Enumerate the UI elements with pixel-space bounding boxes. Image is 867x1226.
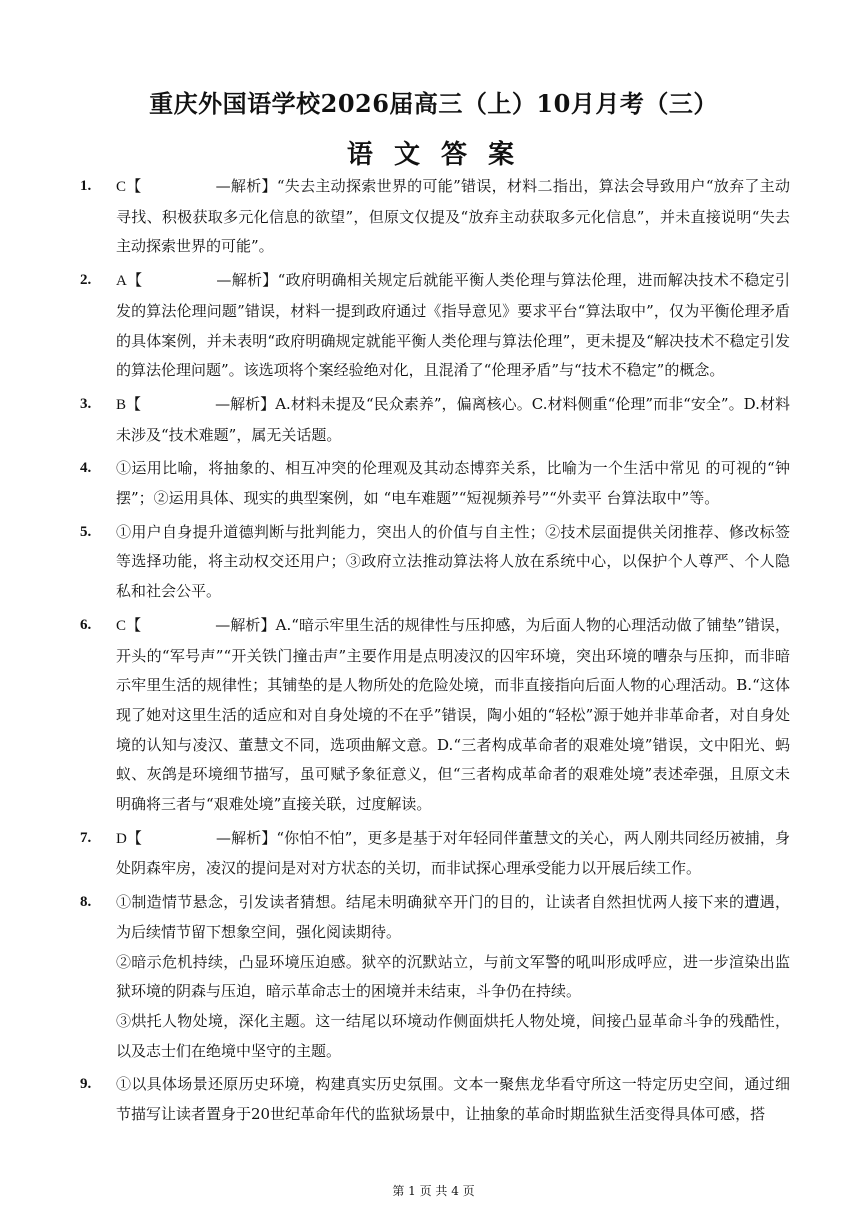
- answer-paragraph: [116, 266, 790, 386]
- page-title: 重庆外国语学校2026届高三（上）10月月考（三）: [149, 89, 718, 118]
- answer-paragraph: [116, 518, 790, 607]
- answer-text: “失去主动探索世界的可能”错误，材料二指出，算法会导致用户“放弃了主动寻找、积极获取多元化信息的欲望”，但原文仅提及“放弃主动获取多元化信息”，并未直接说明“失去主动探索世界的可能”。: [116, 177, 790, 256]
- answer-text: ①制造情节悬念，引发读者猜想。结尾未明确狱卒开门的目的，让读者自然担忧两人接下来的遭遇，为后续情节留下想象空间，强化阅读期待。: [116, 893, 790, 941]
- analysis-dash: —: [215, 615, 231, 634]
- answer-text: “政府明确相关规定后就能平衡人类伦理与算法伦理，进而解决技术不稳定引发的算法伦理问题”错误，材料一提到政府通过《指导意见》要求平台“算法取中”，仅为平衡伦理矛盾的具体案例，并未表明“政府明确规定就能平衡人类伦理与算法伦理”，更未提及“解决技术不稳定引发的算法伦理问题”。该选项将个案经验绝对化，且混淆了“伦理矛盾”与“技术不稳定”的概念。: [116, 271, 790, 380]
- answer-text: A.“暗示牢里生活的规律性与压抑感，为后面人物的心理活动做了铺垫”错误，开头的“军号声”“开关铁门撞击声”主要作用是点明凌汉的囚牢环境，突出环境的嘈杂与压抑，而非暗示牢里生活的规律性；其铺垫的是人物所处的危险处境，而非直接指向后面人物的心理活动。B.“这体现了她对这里生活的适应和对自身处境的不在乎”错误，陶小姐的“轻松”源于她并非革命者，对自身处境的认知与凌汉、董慧文不同，选项曲解文意。D.“三者构成革命者的艰难处境”错误，文中阳光、蚂蚁、灰鸽是环境细节描写，虽可赋予象征意义，但“三者构成革命者的艰难处境”表述牵强，且原文未明确将三者与“艰难处境”直接关联，过度解读。: [116, 615, 790, 814]
- answer-text: ③烘托人物处境，深化主题。这一结尾以环境动作侧面烘托人物处境，间接凸显革命斗争的残酷性，以及志士们在绝境中坚守的主题。: [116, 1011, 790, 1060]
- question-number: 5.: [80, 523, 92, 540]
- answer-choice: D【: [116, 830, 143, 847]
- question-number: 2.: [80, 272, 92, 289]
- analysis-dash: —: [216, 828, 232, 847]
- question-number: 9.: [80, 1076, 92, 1093]
- answer-paragraph: [116, 948, 790, 1007]
- answer-choice: C【: [116, 179, 142, 195]
- answer-paragraph: [116, 824, 790, 884]
- answer-text: A.材料未提及“民众素养”，偏离核心。C.材料侧重“伦理”而非“安全”。D.材料未涉及“技术难题”，属无关话题。: [116, 394, 790, 444]
- answer-choice: A【: [116, 273, 143, 290]
- analysis-dash: —: [216, 271, 232, 290]
- answer-item: [80, 454, 790, 513]
- answer-paragraph: [116, 172, 790, 262]
- analysis-dash: —: [215, 177, 231, 195]
- answer-text: “你怕不怕”，更多是基于对年轻同伴董慧文的关心，两人刚共同经历被捕，身处阴森牢房，凌汉的提问是对对方状态的关切，而非试探心理承受能力以开展后续工作。: [116, 828, 790, 878]
- page-footer: 第 1 页 共 4 页: [392, 1184, 475, 1198]
- analysis-label: 解析】: [230, 394, 276, 413]
- answer-list: [80, 172, 790, 1134]
- question-number: 8.: [80, 894, 92, 911]
- answer-item: [80, 1070, 790, 1129]
- page-subtitle: 语 文 答 案: [346, 140, 521, 170]
- answer-paragraph: [116, 1007, 790, 1066]
- question-number: 4.: [80, 460, 92, 477]
- analysis-label: 解析】: [231, 828, 277, 847]
- question-number: 6.: [80, 616, 92, 633]
- answer-item: [80, 518, 790, 607]
- answer-paragraph: [116, 611, 790, 820]
- answer-item: [80, 824, 790, 884]
- answer-choice: C【: [116, 617, 142, 634]
- question-number: 3.: [80, 395, 92, 412]
- analysis-dash: —: [215, 394, 231, 413]
- answer-text: ②暗示危机持续，凸显环境压迫感。狱卒的沉默站立，与前文军警的吼叫形成呼应，进一步渲染出监狱环境的阴森与压迫，暗示革命志士的困境并未结束，斗争仍在持续。: [116, 952, 790, 1001]
- answer-item: [80, 266, 790, 386]
- answer-choice: B【: [116, 396, 142, 413]
- analysis-label: 解析】: [231, 271, 278, 290]
- answer-text: ①以具体场景还原历史环境，构建真实历史氛围。文本一聚焦龙华看守所这一特定历史空间，通过细节描写让读者置身于20世纪革命年代的监狱场景中，让抽象的革命时期监狱生活变得具体可感，搭: [116, 1075, 790, 1124]
- answer-paragraph: [116, 1070, 790, 1129]
- answer-paragraph: [116, 888, 790, 947]
- analysis-label: 解析】: [230, 615, 276, 634]
- analysis-label: 解析】: [230, 177, 277, 195]
- question-number: 7.: [80, 829, 92, 846]
- answer-paragraph: [116, 390, 790, 450]
- answer-item: [80, 390, 790, 450]
- answer-text: ①运用比喻，将抽象的、相互冲突的伦理观及其动态博弈关系，比喻为一个生活中常见 的可视的“钟摆”；②运用具体、现实的典型案例，如 “电车难题”“短视频养号”“外卖平 台算法取中”等。: [116, 459, 790, 508]
- answer-text: ①用户自身提升道德判断与批判能力，突出人的价值与自主性；②技术层面提供关闭推荐、修改标签等选择功能，将主动权交还用户；③政府立法推动算法将人放在系统中心，以保护个人尊严、个人隐私和社会公平。: [116, 522, 790, 601]
- answer-item: [80, 888, 790, 1066]
- answer-item: [80, 611, 790, 820]
- question-number: 1.: [80, 178, 92, 194]
- answer-item: [80, 172, 790, 262]
- answer-paragraph: [116, 454, 790, 513]
